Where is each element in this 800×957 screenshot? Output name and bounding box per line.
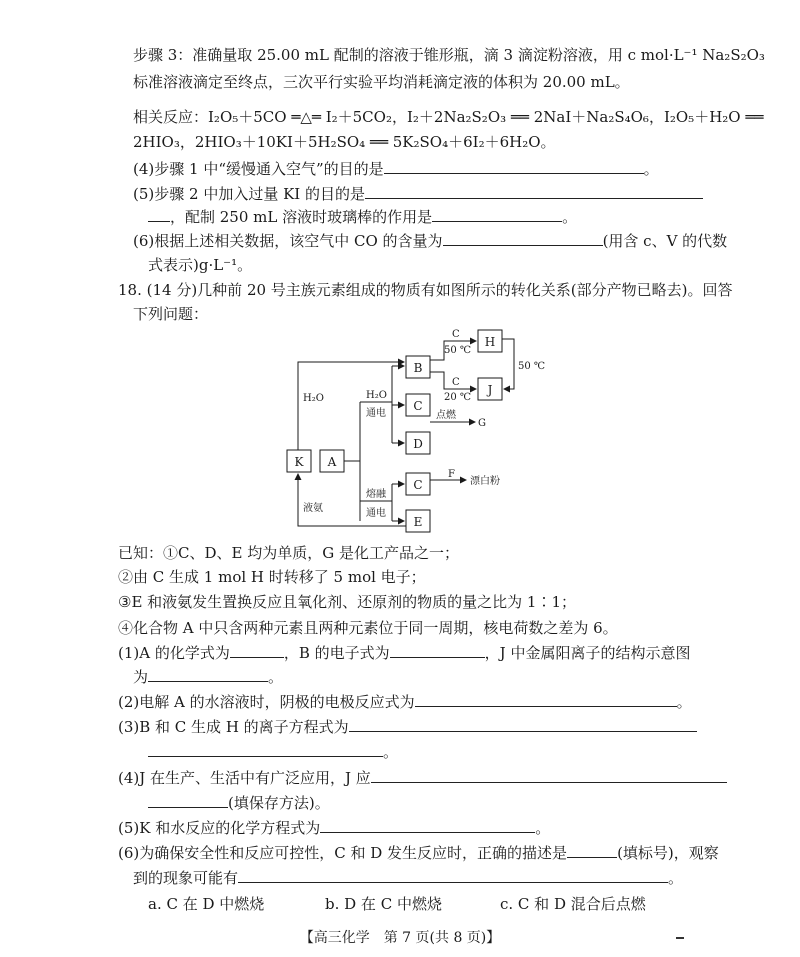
option-c: c. C 和 D 混合后点燃 [500, 895, 646, 913]
q17-4-text: (4)步骤 1 中“缓慢通入空气”的目的是 [133, 160, 384, 178]
q4-answer-blank-2[interactable] [148, 793, 228, 808]
q17-6-text: (6)根据上述相关数据，该空气中 CO 的含量为 [133, 232, 443, 250]
q1-answer-blank-b[interactable] [390, 643, 485, 658]
arrow-label-molten: 熔融 [366, 489, 386, 500]
q4-text: (4)J 在生产、生活中有广泛应用，J 应 [118, 769, 371, 787]
known-4: ④化合物 A 中只含两种元素且两种元素位于同一周期，核电荷数之差为 6。 [118, 619, 618, 637]
reaction-line2: 2HIO₃，2HIO₃＋10KI＋5H₂SO₄ ══ 5K₂SO₄＋6I₂＋6H₂O。 [133, 133, 556, 151]
box-j-label: J [487, 383, 493, 397]
box-d-label: D [413, 437, 423, 451]
arrow-label-c-top: C [452, 329, 460, 340]
q3-answer-blank-2[interactable] [148, 742, 383, 757]
q2-answer-blank[interactable] [415, 692, 677, 707]
arrow-label-liquid-ammonia: 液氨 [303, 503, 323, 514]
known-2: ②由 C 生成 1 mol H 时转移了 5 mol 电子； [118, 568, 426, 586]
question-1-line1 [118, 643, 690, 663]
box-e-label: E [413, 515, 423, 529]
arrow-label-f: F [448, 469, 455, 480]
option-b: b. D 在 C 中燃烧 [325, 895, 442, 913]
question-18-heading: 18. (14 分)几种前 20 号主族元素组成的物质有如图所示的转化关系(部分产物已略去)。回答 [118, 281, 733, 299]
arrow-label-g: G [478, 418, 486, 429]
q17-6-tail: (用含 c、V 的代数 [602, 232, 728, 250]
question-18-heading-2: 下列问题： [133, 305, 209, 323]
arrow-label-20c: 20 ℃ [444, 392, 472, 403]
q1-text-a: (1)A 的化学式为 [118, 644, 230, 662]
box-h-label: H [484, 335, 496, 349]
q5-answer-blank[interactable] [320, 818, 535, 833]
q1-answer-blank-c[interactable] [148, 667, 268, 682]
question-3-line1 [118, 717, 697, 737]
arrow-label-h2o: H₂O [366, 390, 387, 401]
arrow-label-50c-top: 50 ℃ [444, 345, 472, 356]
step3-line1: 步骤 3：准确量取 25.00 mL 配制的溶液于锥形瓶，滴 3 滴淀粉溶液，用 c mol·L⁻¹ Na₂S₂O₃ [133, 46, 765, 64]
reaction-line1: 相关反应：I₂O₅＋5CO ═△═ I₂＋5CO₂，I₂＋2Na₂S₂O₃ ══ 2NaI＋Na₂S₄O₆，I₂O₅＋H₂O ══ [133, 108, 764, 126]
question-4-line1 [118, 768, 727, 788]
q4-text-2: (填保存方法)。 [228, 794, 330, 812]
q6-text-l2: 到的现象可能有 [133, 869, 239, 887]
q1-text-wei: 为 [133, 668, 149, 686]
arrow-label-electrolysis-2: 通电 [366, 508, 386, 519]
question-6-line1 [118, 843, 719, 863]
q1-end: 。 [268, 668, 284, 686]
q3-end: 。 [383, 743, 399, 761]
q17-5-text: (5)步骤 2 中加入过量 KI 的目的是 [133, 185, 365, 203]
page-footer: 【高三化学 第 7 页(共 8 页)】 [299, 930, 501, 946]
q17-4-end: 。 [643, 160, 659, 178]
q6-text-b: (填标号)，观察 [617, 844, 719, 862]
question-5 [118, 818, 550, 838]
question-3-line2 [148, 742, 398, 762]
q6-answer-blank-1[interactable] [567, 843, 617, 858]
q6-end: 。 [668, 869, 684, 887]
step3-line2: 标准溶液滴定至终点，三次平行实验平均消耗滴定液的体积为 20.00 mL。 [133, 73, 630, 91]
q3-text: (3)B 和 C 生成 H 的离子方程式为 [118, 718, 349, 736]
question-4-line2 [148, 793, 330, 813]
q5-end: 。 [535, 819, 551, 837]
box-c-top-label: C [413, 399, 423, 413]
option-a: a. C 在 D 中燃烧 [148, 895, 265, 913]
known-3: ③E 和液氨发生置换反应且氧化剂、还原剂的物质的量之比为 1∶1； [118, 593, 577, 611]
corner-mark [676, 937, 684, 939]
q5-text: (5)K 和水反应的化学方程式为 [118, 819, 321, 837]
box-k-label: K [294, 455, 304, 469]
arrow-label-c-mid: C [452, 377, 460, 388]
q1-answer-blank-a[interactable] [230, 643, 284, 658]
question-1-line2 [133, 667, 283, 687]
q17-5-end: 。 [562, 208, 578, 226]
box-a-label: A [327, 455, 337, 469]
q3-answer-blank-1[interactable] [349, 717, 697, 732]
arrow-label-h2o-left: H₂O [303, 393, 324, 404]
q4-answer-blank-1[interactable] [371, 768, 727, 783]
arrow-label-electrolysis-1: 通电 [366, 408, 386, 419]
arrow-label-ignite: 点燃 [436, 410, 456, 421]
q2-end: 。 [676, 693, 692, 711]
arrow-label-bleach: 漂白粉 [470, 476, 500, 487]
box-c-bottom-label: C [413, 478, 423, 492]
question-17-6-line2: 式表示)g·L⁻¹。 [148, 256, 253, 274]
question-2 [118, 692, 692, 712]
q1-text-b: ，B 的电子式为 [283, 644, 390, 662]
q1-text-c: ，J 中金属阳离子的结构示意图 [484, 644, 691, 662]
question-6-line2 [133, 868, 683, 888]
arrow-label-50c-right: 50 ℃ [518, 361, 546, 372]
known-1: 已知：①C、D、E 均为单质，G 是化工产品之一； [118, 544, 459, 562]
q17-5-text-2: ，配制 250 mL 溶液时玻璃棒的作用是 [170, 208, 433, 226]
q2-text: (2)电解 A 的水溶液时，阴极的电极反应式为 [118, 693, 415, 711]
q6-text-a: (6)为确保安全性和反应可控性，C 和 D 发生反应时，正确的描述是 [118, 844, 568, 862]
box-b-label: B [413, 361, 423, 375]
q6-answer-blank-2[interactable] [238, 868, 668, 883]
